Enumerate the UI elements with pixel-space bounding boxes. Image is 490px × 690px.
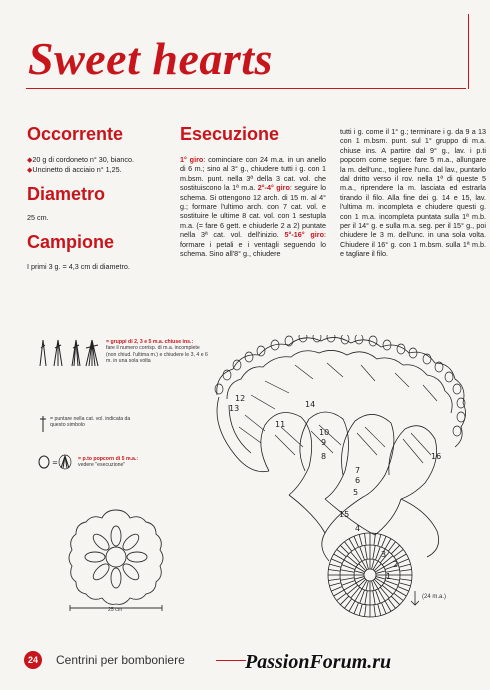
stitch-mark [391, 596, 399, 604]
stitch-mark [347, 585, 358, 594]
row-number: 3 [381, 550, 387, 559]
picot-loop [453, 384, 461, 394]
round-label: 2°-4° giro [257, 183, 290, 193]
section-title: Centrini per bomboniere [56, 653, 185, 667]
legend-popcorn: = p.to popcorn di 5 m.a.: vedere "esecuzione" [78, 456, 139, 469]
stitch-mark [365, 605, 367, 617]
stitch-mark [398, 586, 409, 591]
stitch-mark [340, 570, 354, 572]
row-number-labels [229, 394, 441, 581]
finished-doily-illustration [64, 506, 168, 618]
legend-gruppi: = gruppi di 2, 3 e 5 m.a. chiuse ins.: fare il numero corrisp. di m.a. incomplete (non chiud. l'ultima m.) e chiudere le 3, 4 e 6 m. in una sola volta [106, 339, 208, 365]
round-label: 5°-16° giro [284, 230, 324, 240]
stitch-mark [337, 593, 347, 600]
stitch-mark [365, 533, 367, 545]
stitch-mark [351, 587, 360, 598]
stitch-mark [381, 536, 386, 547]
stitch-mark [380, 587, 389, 598]
footer-rule [216, 660, 246, 661]
stitch-mark [365, 591, 367, 605]
stitch-mark [328, 570, 340, 572]
cluster-stitch-icon [36, 336, 104, 370]
page-number-badge: 24 [24, 651, 42, 669]
stitch-mark [329, 564, 341, 567]
stitch-mark [400, 579, 412, 581]
picot-loop [233, 360, 241, 370]
stitch-mark [388, 542, 395, 552]
stitch-mark [391, 545, 399, 553]
svg-text:=: = [52, 459, 58, 467]
stitch-mark [374, 564, 381, 571]
row-number: 13 [229, 404, 240, 413]
stitch-mark [329, 583, 341, 586]
stitch-mark [373, 545, 375, 559]
round-label: 1° giro [180, 155, 204, 164]
row-number: 5 [353, 488, 359, 497]
stitch-mark [382, 585, 393, 594]
row-number: 2 [393, 560, 399, 569]
measure-label: 25 cm [108, 607, 123, 613]
stitch-mark [351, 552, 360, 563]
stitch-mark [344, 599, 351, 609]
stitch-mark [334, 554, 344, 560]
esecuzione-heading: Esecuzione [180, 124, 280, 144]
row-number: 11 [275, 420, 286, 429]
esecuzione-text: 1° giro: cominciare con 24 m.a. in un anello di 6 m.; sino al 3° g., chiudere tutti i g. con 1 m.bsm. punt. nella 3ª della 3 cat. vol. che sostituiscono la 1ª m.a. 2°-4° giro: seguire lo schema. Si ottengono 12 arch. di 15 m. al 4° g.; formare l'ultimo arch. con 7 cat. vol. e sostituire le ultime 8 cat. vol. con 1 sestupla m.a. (= fare 6 gett. e chiuderle 2 a 2) puntate nella 3ª cat. vol. dell'inizio. 5°-16° giro: formare i petali e i ventagli seguendo lo schema. Sino all'8° g., chiudere [180, 155, 326, 259]
stitch-mark [347, 556, 358, 565]
stitch-mark [385, 539, 391, 549]
campione-heading: Campione [27, 232, 115, 252]
picot-loop [245, 352, 253, 362]
stitch-mark [400, 570, 412, 572]
center-stitches [328, 533, 412, 617]
row-number: 12 [235, 394, 246, 403]
watermark-logo: PassionForum.ru [245, 651, 392, 673]
diametro-value: 25 cm. [27, 213, 49, 222]
stitch-mark [378, 604, 381, 616]
occorrente-heading: Occorrente [27, 124, 124, 144]
list-item: ◆Uncinetto di acciaio n° 1,25. [27, 165, 122, 175]
stitch-mark [331, 559, 342, 564]
legend-puntare: = puntare nella cat. vol. indicata da questo simbolo [50, 416, 131, 429]
row-number: 16 [431, 452, 442, 461]
picot-loop [445, 372, 453, 382]
title-vertical-rule [468, 14, 469, 89]
stitch-mark [399, 564, 411, 567]
diamond-bullet-icon: ◆ [27, 157, 33, 164]
stitch-mark [340, 545, 348, 553]
row-number: 9 [321, 438, 327, 447]
row-number: 8 [321, 452, 327, 461]
stitch-mark [359, 564, 366, 571]
page-title: Sweet hearts [28, 33, 273, 84]
diamond-bullet-icon: ◆ [27, 167, 33, 175]
picot-loop [457, 398, 465, 408]
row-number: 15 [339, 510, 350, 519]
stitch-mark [354, 536, 359, 547]
list-item: ◆20 g di cordoneto n° 30, bianco. [27, 155, 134, 164]
stitch-mark [340, 578, 354, 580]
stitch-mark [394, 549, 404, 556]
row-number: 1 [386, 572, 392, 581]
row-number: 14 [305, 400, 316, 409]
stitch-mark [381, 603, 386, 614]
stitch-mark [337, 549, 347, 556]
stitch-mark [344, 542, 351, 552]
stitch-mark [396, 590, 406, 596]
stitch-mark [328, 579, 340, 581]
row-number: 10 [319, 428, 330, 437]
stitch-mark [334, 590, 344, 596]
stitch-mark [394, 593, 404, 600]
stitch-mark [373, 591, 375, 605]
stitch-mark [340, 596, 348, 604]
stitch-mark [359, 534, 362, 546]
arrow-down-icon [38, 414, 48, 434]
popcorn-stitch-icon [37, 454, 75, 470]
stitch-mark [349, 539, 355, 549]
stitch-mark [388, 599, 395, 609]
crochet-chart-diagram [205, 335, 470, 625]
stitch-mark [385, 601, 391, 611]
stitch-mark [398, 559, 409, 564]
campione-value: I primi 3 g. = 4,3 cm di diametro. [27, 262, 130, 271]
stitch-mark [349, 601, 355, 611]
picot-loop [457, 412, 465, 422]
stitch-mark [374, 579, 381, 586]
stitch-mark [399, 583, 411, 586]
title-underline [26, 88, 466, 89]
esecuzione-continued: tutti i g. come il 1° g.; terminare i g. da 9 a 13 con 1 m.bsm. punt. sul 1° gruppo di m.a. chiuse ins. A partire dal 9° g., lav. i p.ti popcorn come segue: fare 5 m.a., allungare la m. dell'unc., togliere l'unc. dal lav., puntarlo dal dritto verso il rov. nella 1ª di queste 5 m.a., riprendere la m. lasciata ed estrarla tirando il filo. Alla fine dei g. 14 e 15, lav. l'ultima m. incompleta e chiudere questi g. con 1 m.a. incompleta puntata sulla 1ª m.b. per il 14° g. e sulla m.a. seg. per il 15° g., poi chiudere le 3 m. dell'unc. in una sola volta. Chiudere il 16° g. con 1 m.bsm. sulla 1ª m.b. e tagliare il filo. [340, 127, 486, 259]
row-number: 6 [355, 476, 361, 485]
picot-loop [257, 346, 265, 356]
picot-loop [453, 426, 461, 436]
stitch-mark [354, 603, 359, 614]
stitch-mark [365, 545, 367, 559]
diametro-heading: Diametro [27, 184, 106, 204]
start-stitch-label: (24 m.a.) [422, 594, 447, 600]
stitch-mark [359, 579, 366, 586]
occorrente-list [27, 155, 134, 176]
picot-loop [215, 384, 223, 394]
stitch-mark [378, 534, 381, 546]
stitch-mark [374, 605, 376, 617]
row-number: 4 [355, 524, 361, 533]
stitch-mark [359, 604, 362, 616]
stitch-mark [331, 586, 342, 591]
row-number: 7 [355, 466, 361, 475]
